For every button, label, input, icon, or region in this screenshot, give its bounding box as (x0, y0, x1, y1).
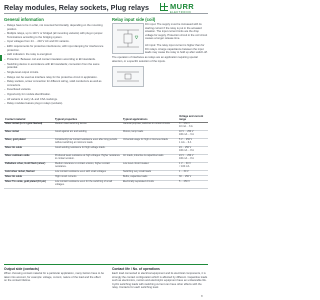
logo-mark-icon (160, 3, 168, 11)
output-side-text: When choosing contact material for a particular application, many factors have to be taken into account, for example: voltage, current, nature of the load and the effect on the contact lifetime. (4, 272, 104, 282)
general-bullet: – All variants to carry UL and CSA markings. (4, 98, 104, 102)
table-row (4, 138, 208, 146)
dc-input-text: DC input: The supply must be increased with its starting current if the relay is put in the actuated situation. The input current limits are the drop voltage for supply. Protection circuit in the coil circuit causes a longer release time. (145, 23, 208, 40)
contact-life-text: Each load connected to electrical equipment and its electrical components, it is strongly the contact configuration which is affected by different. Capacitive loads such as electronics, motors and electrolytic equipment have an unfavorable life. Cyclic switching loads with switching current can have other effects with the relay. Contacts for each switching level. (112, 272, 208, 289)
range-cell: 10 V ... 250 V 100 mA ... 6 A (178, 130, 208, 138)
general-bullet-list (4, 24, 104, 106)
material-name: Silver Tin oxide, gold plated (10 µm) (5, 180, 46, 184)
ac-input-text: AC input: The relay input current is higher than for DC relays. A large capacitance between the input leads may cause the relay to hold up after switch-off. (145, 44, 208, 54)
range-cell: 30 ... 250 V (178, 175, 208, 180)
input-side-heading: Relay input side (coil) (112, 17, 156, 22)
range-cell: 1 ... 30 V (178, 170, 208, 175)
general-bullet: – Single-level output circuits. (4, 71, 104, 75)
ac-circuit-icon (113, 67, 143, 86)
table-row (4, 122, 208, 130)
properties-cell: Medium tolerance to contact erosion, higher contact resistance. (54, 162, 122, 170)
properties-cell: Consistently low contact resistance even after long periods without switching at minimum loads. (54, 138, 122, 146)
material-cell (4, 154, 54, 162)
footer-divider (4, 264, 208, 265)
material-name: Silver, gold plated (5, 138, 26, 142)
material-name: Silver cadmium oxide (5, 154, 30, 158)
general-information-section (4, 17, 104, 107)
general-bullet: – EMC requirements for protective interference; with input damping for interference protection. (4, 45, 104, 52)
table-row (4, 130, 208, 138)
material-name: Silver nickel (to 0.1 gold flashed) (5, 122, 43, 126)
general-bullet: – Switching device in accordance with EN standards; connection from the same potential. (4, 63, 104, 70)
ac-input-circuit-diagram (112, 66, 144, 87)
material-name: Silver tin oxide (5, 146, 23, 150)
table-row (4, 162, 208, 170)
applications-cell: Low level circuit breaker. (122, 162, 178, 170)
general-bullet: – Relay modules feature plug-in relays (sockets). (4, 102, 104, 106)
page-title: Relay modules, Relay sockets, Plug relays (4, 3, 150, 12)
output-side-heading: Output side (contacts) (4, 267, 39, 271)
applications-cell: Electrically separated circuits (122, 180, 178, 188)
dc-input-circuit-diagram (112, 23, 144, 54)
table-row (4, 154, 208, 162)
general-bullet: – Fuse/fused variants. (4, 88, 104, 92)
general-bullet: – Multiple relays, up to 110 V or bridged (all mounting variants) with plug-in jumper. Terminations according to the bridging system. (4, 32, 104, 39)
circuit-diagram-icon (113, 24, 143, 53)
page-number: 8 (201, 294, 203, 298)
range-cell: 24 ... 250 V 100 mA ... 8 A (178, 146, 208, 154)
table-row (4, 180, 208, 188)
column-header: Contact material (4, 114, 54, 122)
general-bullet: – Relays have to be in a flat, not mounted horizontally, depending on the mounting position. (4, 24, 104, 31)
general-bullet: – Relay sockets, screw connection for different wiring, solid conductors as well as connectors. (4, 80, 104, 87)
general-bullet: – Protection: Between coil and contact insulation according to EN standards. (4, 58, 104, 62)
contact-life-section (112, 267, 208, 290)
applications-cell: Universal usage for high or low level loads (122, 138, 178, 146)
table-header-row (4, 114, 208, 122)
properties-cell: Medium load switching device (54, 122, 122, 130)
material-name: Palladium silver, Gold/ flash (silver) (5, 162, 46, 166)
applications-cell: Bulbs, capacitive loads (122, 175, 178, 180)
properties-cell: Low contact resistance even for the switching of small voltages. (54, 180, 122, 188)
material-cell (4, 146, 54, 154)
material-cell (4, 162, 54, 170)
input-note-text: The operation of interfaces as relays are an application requiring special attention, or a specific selection of the inputs. (112, 56, 198, 63)
general-bullet: – Relays can be used as interface relay for the protective circuit in application. (4, 76, 104, 80)
applications-cell: AC loads, inductive & capacitive loads (122, 154, 178, 162)
material-cell (4, 180, 54, 188)
general-heading: General information (4, 17, 44, 22)
properties-cell: Low contact resistance even with small voltages (54, 170, 122, 175)
applications-cell (122, 146, 178, 154)
material-cell (4, 130, 54, 138)
range-cell: 1 V ... 30 V < 100 mA (178, 162, 208, 170)
general-bullet: – Opportunity for module identification. (4, 93, 104, 97)
properties-cell: Produced wear resistance at high voltages. Higher resistance to contact erosion. (54, 154, 122, 162)
column-header: Typical properties (54, 114, 122, 122)
material-name: Silver tin oxide (5, 175, 23, 179)
applications-cell: Motors, lamp loads (122, 130, 178, 138)
output-side-section (4, 267, 104, 283)
properties-cell: Good welding resistance for high-voltage loads. (54, 146, 122, 154)
material-name: Silver nickel (5, 130, 19, 134)
applications-cell: General purpose; switches in control circuits (122, 122, 178, 130)
table-row (4, 146, 208, 154)
range-cell: 24 V ... 250 V 100 mA ... 8 A (178, 154, 208, 162)
section-marker (0, 55, 2, 61)
range-cell: 5 ... 250 V 10 mA ... 6 A (178, 122, 208, 130)
general-bullet: – Input voltages from 24 ... 240 V AC and DC variants. (4, 40, 104, 44)
header-divider (4, 13, 208, 14)
properties-cell: Good against arc and welding (54, 130, 122, 138)
applications-cell: Switching very small loads (122, 170, 178, 175)
material-name: Gold silver nickel, flashed (5, 170, 35, 174)
properties-cell: High inrush currents (54, 175, 122, 180)
column-header: Voltage and current range (178, 114, 208, 122)
contact-material-table (4, 114, 208, 189)
general-bullet: – LED indication: the relay is energized. (4, 53, 104, 57)
column-header: Typical applications (122, 114, 178, 122)
range-cell: 5 V ... 250 V 1 mA ... 6 A (178, 138, 208, 146)
logo-text: MURR (170, 2, 195, 11)
range-cell: 5 ... 250 V (178, 180, 208, 188)
material-cell (4, 138, 54, 146)
material-cell (4, 122, 54, 130)
contact-life-heading: Contact life / No. of operations (112, 267, 160, 271)
murr-logo (160, 2, 194, 11)
logo-subtext: ELEKTRONIK (170, 11, 192, 14)
